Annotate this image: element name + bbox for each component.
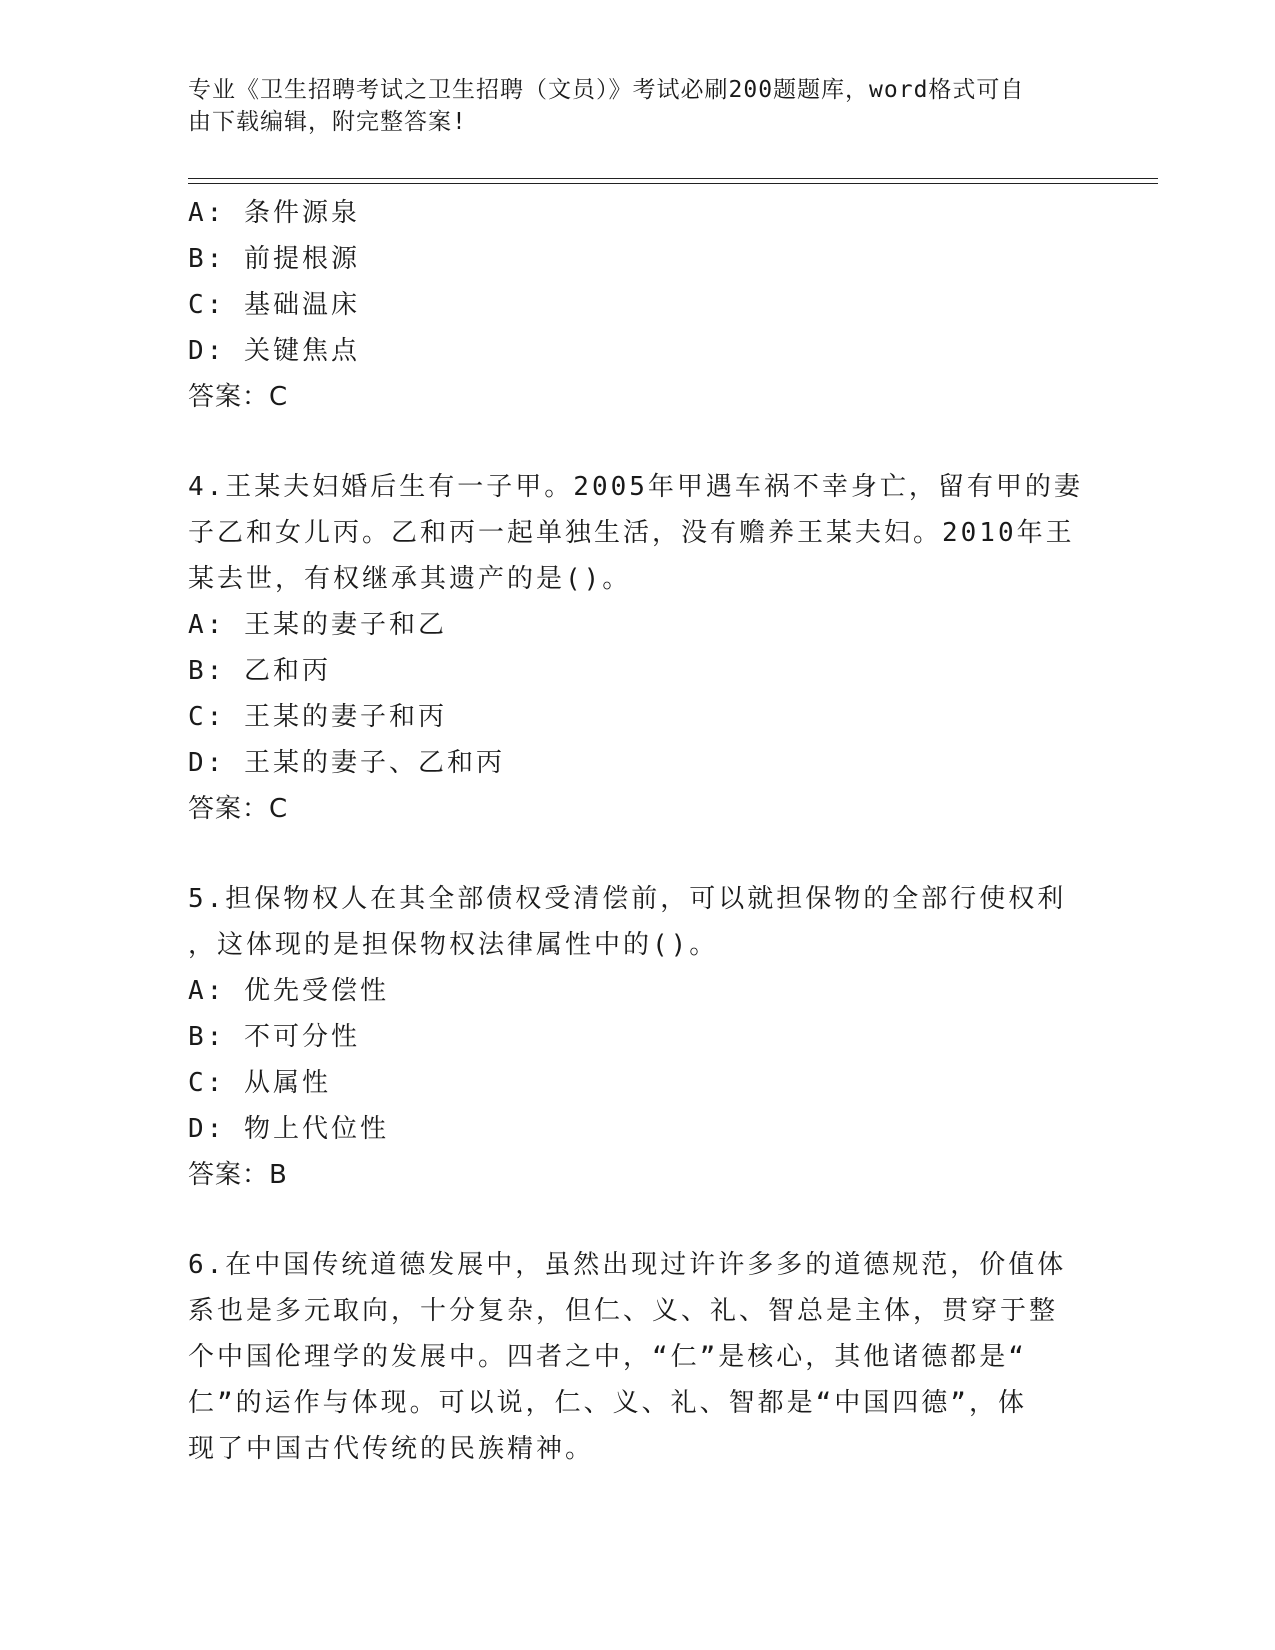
question-stem-line: 5.担保物权人在其全部债权受清偿前，可以就担保物的全部行使权利 — [188, 884, 1067, 914]
option-c: C: 基础温床 — [188, 290, 360, 320]
question-stem-line: 现了中国古代传统的民族精神。 — [188, 1434, 595, 1464]
option-c: C: 王某的妻子和丙 — [188, 702, 447, 732]
question-5 — [188, 876, 1068, 1198]
question-stem-line: 子乙和女儿丙。乙和丙一起单独生活，没有赡养王某夫妇。2010年王 — [188, 518, 1075, 548]
spacer — [188, 832, 1068, 876]
option-b: B: 不可分性 — [188, 1022, 360, 1052]
question-stem-line: 系也是多元取向，十分复杂，但仁、义、礼、智总是主体，贯穿于整 — [188, 1296, 1059, 1326]
option-d: D: 物上代位性 — [188, 1114, 389, 1144]
question-stem-line: 4.王某夫妇婚后生有一子甲。2005年甲遇车祸不幸身亡，留有甲的妻 — [188, 472, 1083, 502]
document-header — [188, 74, 1068, 138]
option-c: C: 从属性 — [188, 1068, 331, 1098]
option-d: D: 王某的妻子、乙和丙 — [188, 748, 505, 778]
question-stem-line: 仁”的运作与体现。可以说，仁、义、礼、智都是“中国四德”，体 — [188, 1388, 1027, 1418]
header-line-1: 专业《卫生招聘考试之卫生招聘（文员）》考试必刷200题题库，word格式可自 — [188, 77, 1025, 103]
question-stem-line: 6.在中国传统道德发展中，虽然出现过许许多多的道德规范，价值体 — [188, 1250, 1067, 1280]
header-divider — [188, 178, 1158, 184]
question-stem-line: ，这体现的是担保物权法律属性中的()。 — [188, 930, 719, 960]
spacer — [188, 420, 1068, 464]
answer-line: 答案：C — [188, 382, 289, 412]
document-body — [188, 190, 1083, 1472]
answer-line: 答案：B — [188, 1160, 288, 1190]
question-3-continuation — [188, 190, 1068, 420]
option-d: D: 关键焦点 — [188, 336, 360, 366]
question-stem-line: 某去世，有权继承其遗产的是()。 — [188, 564, 632, 594]
option-b: B: 前提根源 — [188, 244, 360, 274]
question-6 — [188, 1242, 1068, 1472]
option-a: A: 优先受偿性 — [188, 976, 389, 1006]
option-a: A: 条件源泉 — [188, 198, 360, 228]
answer-line: 答案：C — [188, 794, 289, 824]
option-b: B: 乙和丙 — [188, 656, 331, 686]
header-line-2: 由下载编辑，附完整答案! — [188, 109, 467, 135]
spacer — [188, 1198, 1068, 1242]
question-4 — [188, 464, 1083, 832]
option-a: A: 王某的妻子和乙 — [188, 610, 447, 640]
question-stem-line: 个中国伦理学的发展中。四者之中，“仁”是核心，其他诸德都是“ — [188, 1342, 1027, 1372]
